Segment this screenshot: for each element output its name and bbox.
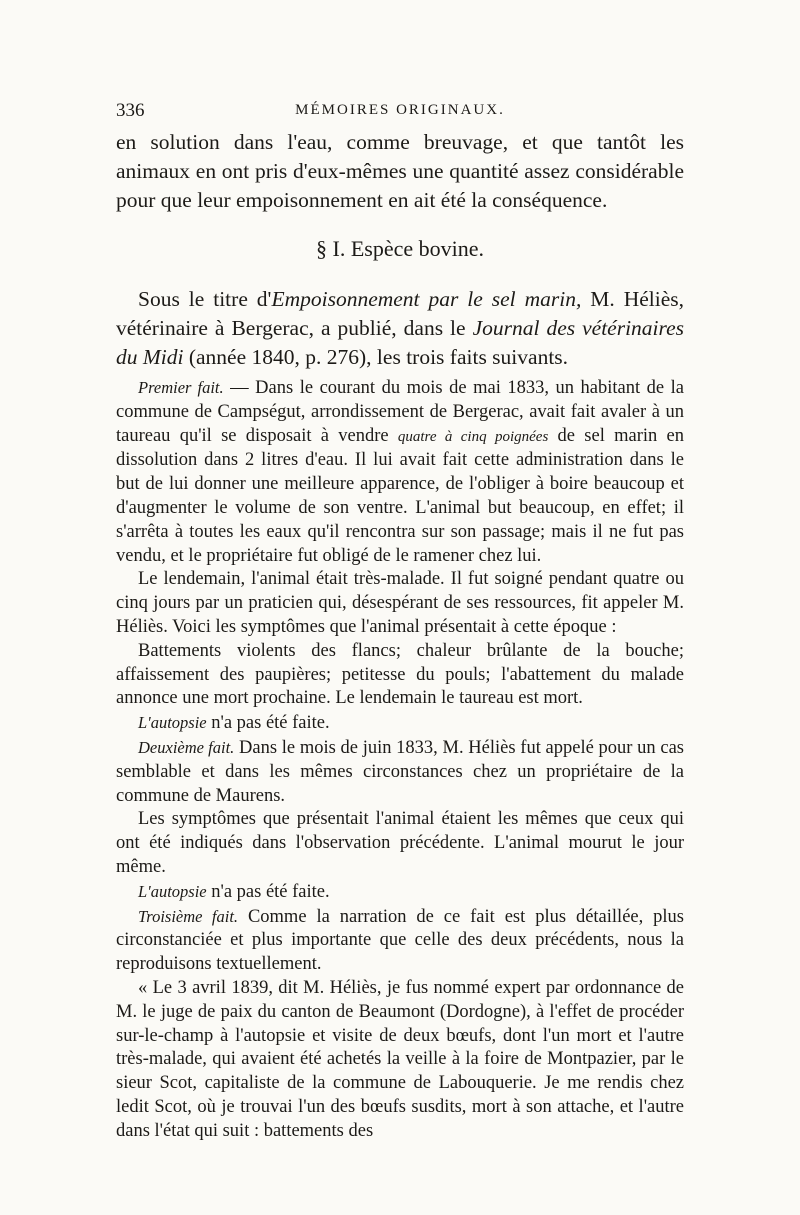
fact1-autopsy: L'autopsie n'a pas été faite. <box>138 713 330 734</box>
fact3-paragraph: Troisième fait. Comme la narration de ce fait est plus détaillée, plus circonstanciée et plus importante que celle des deux précédents, nous la reproduisons textuellement. <box>116 906 684 975</box>
fact1-paragraph-3: Battements violents des flancs; chaleur brûlante de la bouche; affaissement des paupières; petitesse du pouls; l'abattement du malade annonce une mort prochaine. Le lendemain le taureau est mort. <box>116 640 684 709</box>
fact2-paragraph-2: Les symptômes que présentait l'animal étaient les mêmes que ceux qui ont été indiqués dans l'observation précédente. L'animal mourut le jour même. <box>116 809 684 877</box>
lead-text-3: (année 1840, p. 276), les trois faits suivants. <box>183 345 569 369</box>
lead-paragraph <box>116 285 684 372</box>
intro-paragraph <box>116 128 684 215</box>
section-heading: § I. Espèce bovine. <box>316 236 484 261</box>
intro-text: en solution dans l'eau, comme breuvage, et que tantôt les animaux en ont pris d'eux-mêmes une quantité assez considérable pour que leur empoisonnement en ait été la conséquence. <box>116 130 684 212</box>
page-header <box>116 100 684 128</box>
fact1-paragraph-2: Le lendemain, l'animal était très-malade. Il fut soigné pendant quatre ou cinq jours par un praticien qui, désespérant de ses ressources, fit appeler M. Héliès. Voici les symptômes que l'animal présentait à cette époque : <box>116 569 684 637</box>
fact1-italic: quatre à cinq poignées <box>397 428 549 445</box>
page-number: 336 <box>116 100 145 121</box>
fact3-paragraph-2: « Le 3 avril 1839, dit M. Héliès, je fus nommé expert par ordonnance de M. le juge de paix du canton de Beaumont (Dordogne), à l'effet de procéder sur-le-champ à l'autopsie et visite de deux bœufs, dont l'un mort et l'autre très-malade, qui avaient été achetés la veille à la foire de Montpazier, par le sieur Scot, capitaliste de la commune de Labouquerie. Je me rendis chez ledit Scot, où je trouvai l'un des bœufs susdits, mort à son attache, et l'autre dans l'état qui suit : battements des <box>116 977 684 1141</box>
fact3-run-in: Troisième fait. <box>138 906 239 926</box>
fact1-paragraph: Premier fait. — Dans le courant du mois de mai 1833, un habitant de la commune de Campségut, arrondissement de Bergerac, avait fait avaler à un taureau qu'il se disposait à vendre quatre à cinq poignées de sel marin en dissolution dans 2 litres d'eau. Il lui avait fait cette administration dans le but de lui donner une meilleure apparence, de l'obliger à boire beaucoup et d'augmenter le volume de son ventre. L'animal but beaucoup, en effet; il s'arrêta à toutes les eaux qu'il rencontra sur son passage; mais il ne fut pas vendu, et le propriétaire fut obligé de le ramener chez lui. <box>116 378 684 566</box>
facts-block <box>116 376 684 1144</box>
running-title: MÉMOIRES ORIGINAUX. <box>295 102 505 118</box>
fact2-run-in: Deuxième fait. <box>138 737 235 757</box>
fact1-run-in: Premier fait. <box>138 378 224 397</box>
lead-title-2: Journal des vétérinaires du Midi <box>116 316 685 369</box>
lead-text-2: M. Héliès, vétérinaire à Bergerac, a publié, dans le <box>116 287 685 340</box>
lead-title-1: Empoisonnement par le sel marin, <box>271 287 582 311</box>
fact2-autopsy: L'autopsie n'a pas été faite. <box>138 881 330 902</box>
fact2-paragraph: Deuxième fait. Dans le mois de juin 1833, M. Héliès fut appelé pour un cas semblable et dans les mêmes circonstances chez un propriétaire de la commune de Maurens. <box>116 737 684 806</box>
lead-text-1: Sous le titre d' <box>138 287 272 311</box>
